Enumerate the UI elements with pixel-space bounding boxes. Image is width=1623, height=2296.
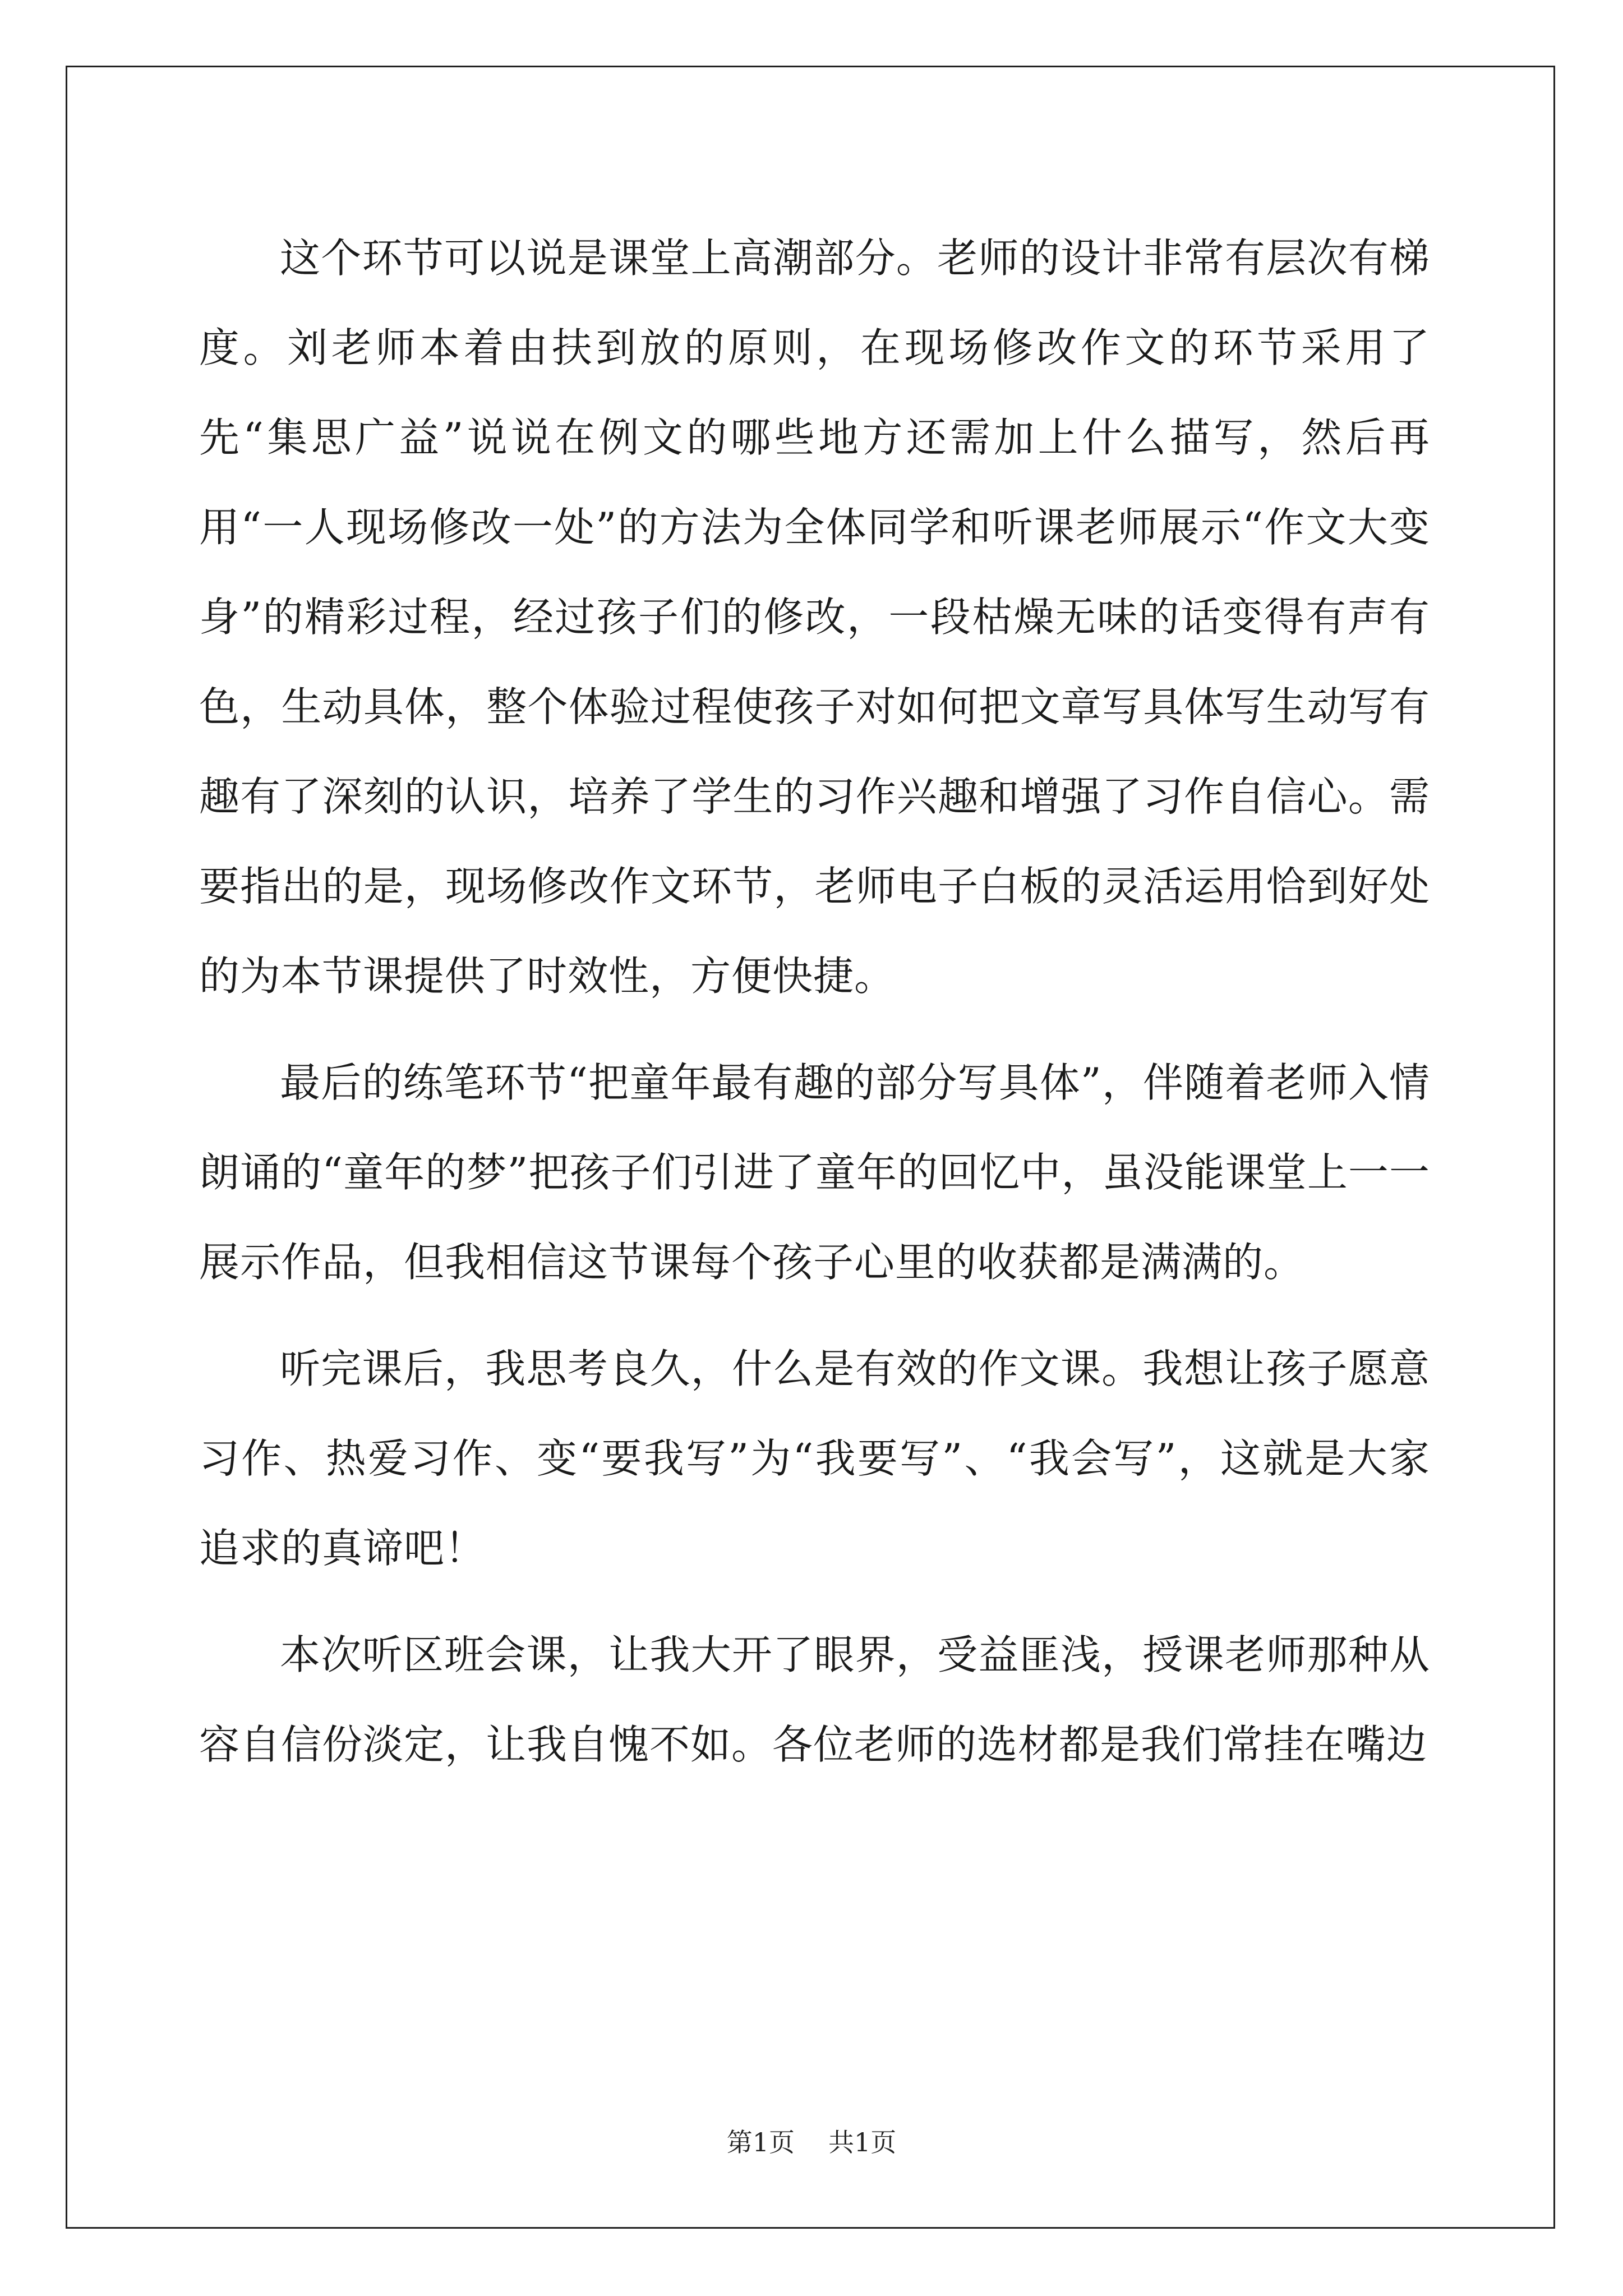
page-number: 第1页 xyxy=(726,2127,795,2157)
page-total: 共1页 xyxy=(828,2127,897,2157)
paragraph-2: 最后的练笔环节“把童年最有趣的部分写具体”，伴随着老师入情朗诵的“童年的梦”把孩子们引进了童年的回忆中，虽没能课堂上一一展示作品，但我相信这节课每个孩子心里的收获都是满满的。 xyxy=(199,1059,1430,1286)
paragraph-1: 这个环节可以说是课堂上高潮部分。老师的设计非常有层次有梯度。刘老师本着由扶到放的原则，在现场修改作文的环节采用了先“集思广益”说说在例文的哪些地方还需加上什么描写，然后再用“一人现场修改一处”的方法为全体同学和听课老师展示“作文大变身”的精彩过程，经过孩子们的修改，一段枯燥无味的话变得有声有色，生动具体，整个体验过程使孩子对如何把文章写具体写生动写有趣有了深刻的认识，培养了学生的习作兴趣和增强了习作自信心。需要指出的是，现场修改作文环节，老师电子白板的灵活运用恰到好处的为本节课提供了时效性，方便快捷。 xyxy=(199,234,1430,1000)
paragraph-3: 听完课后，我思考良久，什么是有效的作文课。我想让孩子愿意习作、热爱习作、变“要我写”为“我要写”、“我会写”，这就是大家追求的真谛吧！ xyxy=(199,1345,1430,1572)
page-footer xyxy=(0,2122,1623,2159)
document-body xyxy=(199,213,1430,1806)
paragraph-4: 本次听区班会课，让我大开了眼界，受益匪浅，授课老师那种从容自信份淡定，让我自愧不如。各位老师的选材都是我们常挂在嘴边 xyxy=(199,1631,1430,1768)
